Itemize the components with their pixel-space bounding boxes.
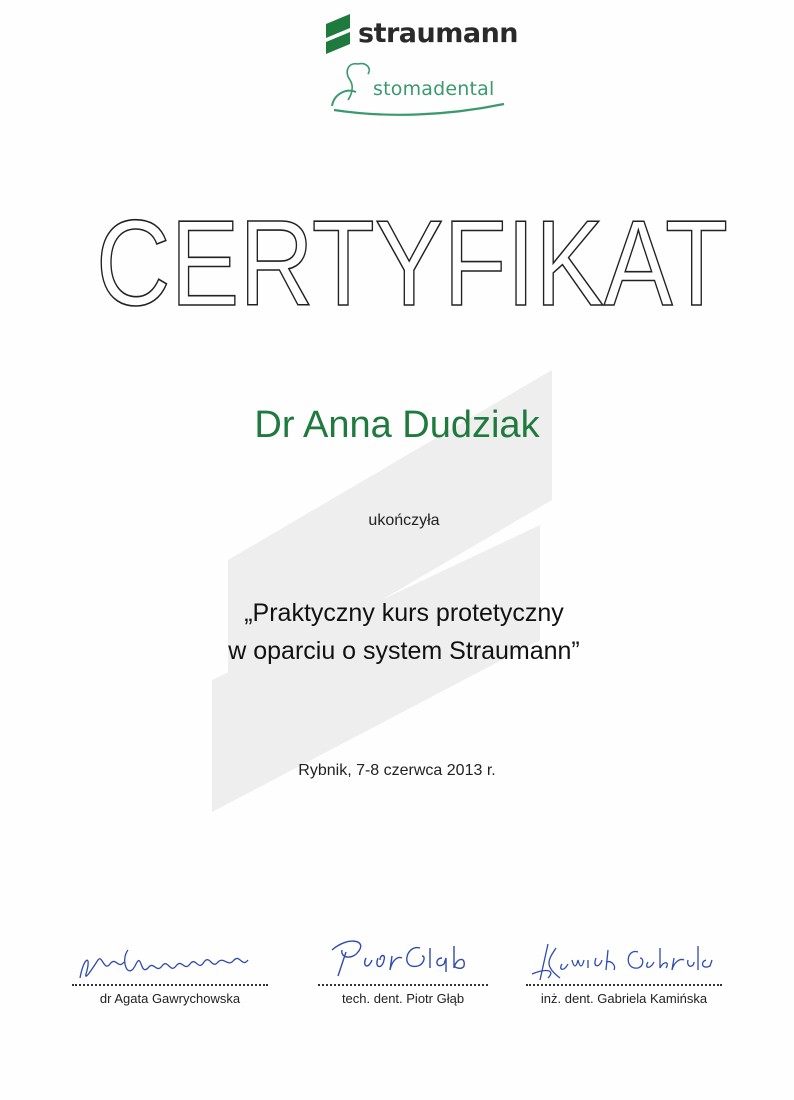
- certificate-title-text: CERTYFIKAT: [96, 205, 728, 325]
- signature-line: [72, 984, 268, 986]
- straumann-mark-icon: [322, 12, 354, 54]
- signatory-name-1: dr Agata Gawrychowska: [99, 991, 241, 1006]
- certificate-title: [0, 205, 794, 325]
- course-title-line-1: „Praktyczny kurs protetyczny: [244, 599, 564, 627]
- signatory-name-3: inż. dent. Gabriela Kamińska: [540, 991, 708, 1006]
- signature-line: [318, 984, 488, 986]
- signature-line: [526, 984, 722, 986]
- place-and-date: Rybnik, 7-8 czerwca 2013 r.: [298, 762, 496, 779]
- recipient-name: Dr Anna Dudziak: [254, 404, 540, 446]
- signature-block-2: [318, 930, 488, 1015]
- handwritten-signature-3: [526, 930, 722, 990]
- signature-block-3: [526, 930, 722, 1015]
- handwritten-signature-1: [72, 930, 268, 990]
- signatory-name-2: tech. dent. Piotr Głąb: [341, 991, 465, 1006]
- stomadental-logo: [326, 58, 516, 118]
- straumann-wordmark: straumann: [358, 17, 519, 49]
- completed-text: ukończyła: [368, 512, 440, 529]
- course-title-line-2: w oparciu o system Straumann”: [228, 637, 580, 665]
- signature-block-1: [72, 930, 268, 1015]
- handwritten-signature-2: [318, 930, 488, 990]
- straumann-logo: [322, 12, 518, 54]
- stomadental-wordmark: stomadental: [373, 78, 495, 100]
- course-title: [0, 594, 794, 670]
